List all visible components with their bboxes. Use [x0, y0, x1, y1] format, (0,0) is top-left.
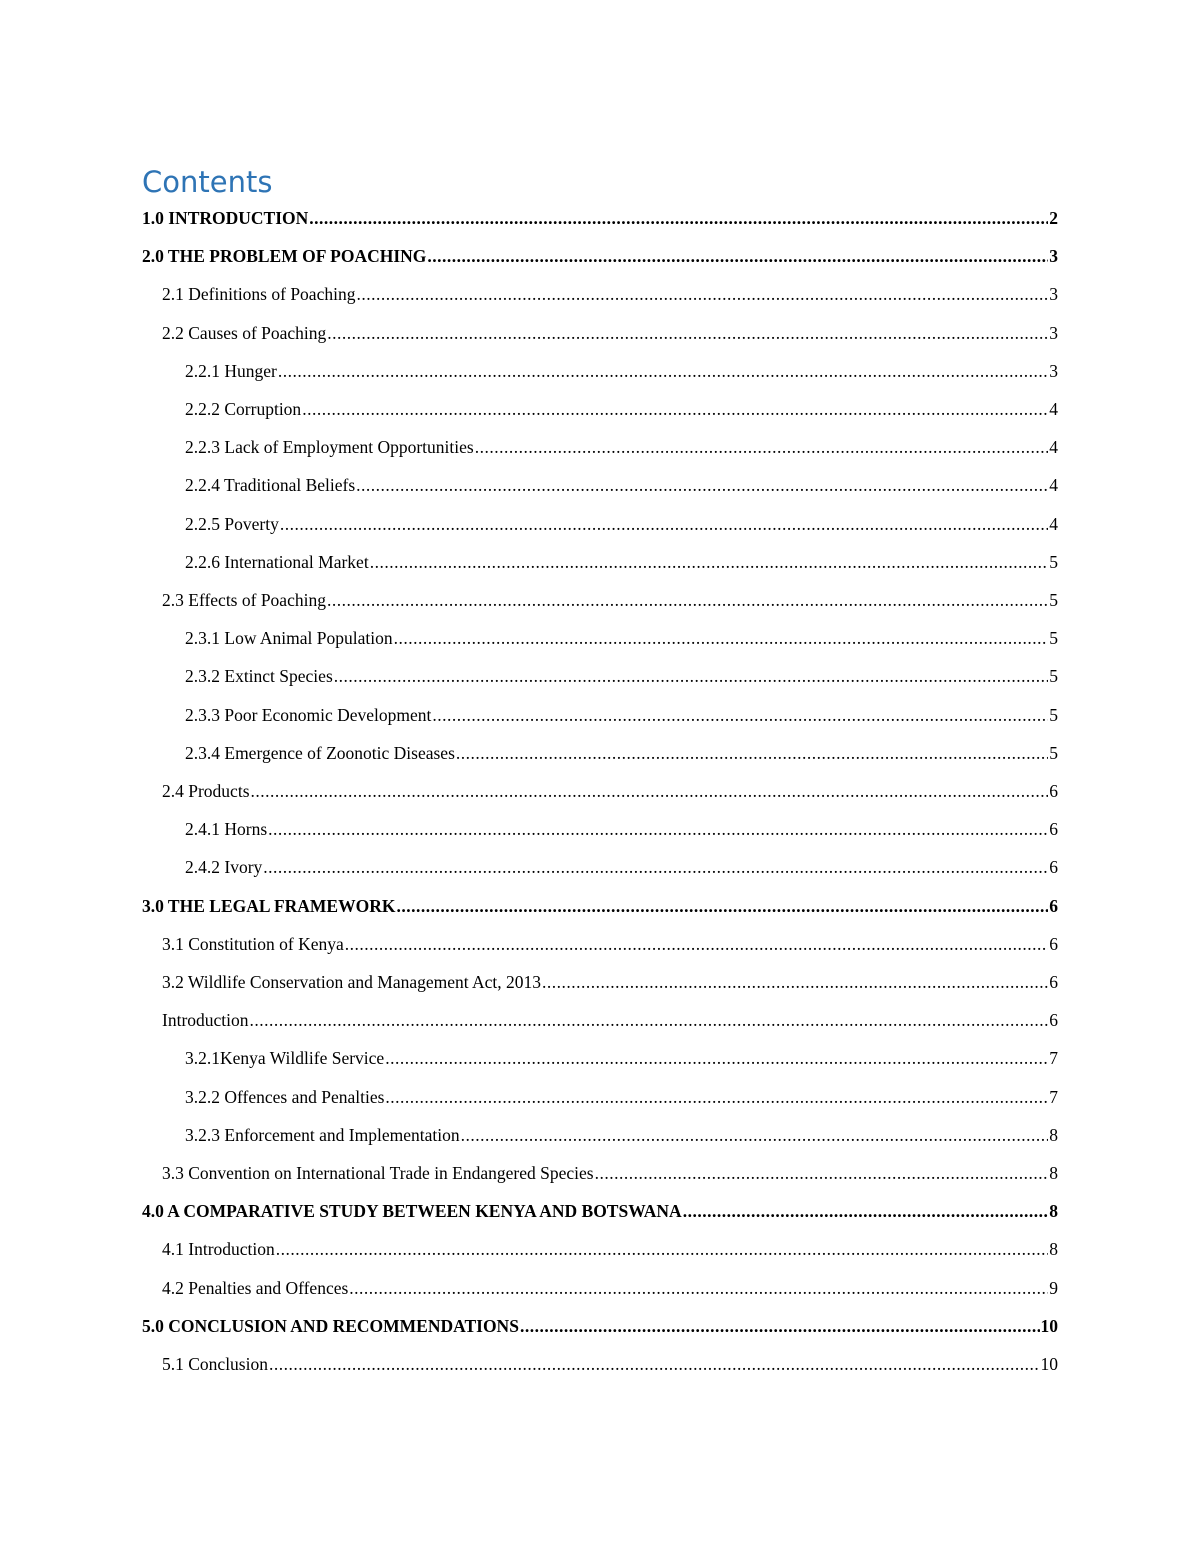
toc-entry-title: 2.4.1 Horns: [185, 819, 268, 840]
dot-leader: [456, 741, 1048, 765]
toc-page-number: 5: [1049, 666, 1058, 687]
toc-entry-title: 2.2.4 Traditional Beliefs: [185, 475, 356, 496]
toc-entry[interactable]: [185, 741, 1058, 765]
toc-entry[interactable]: [162, 1276, 1058, 1300]
dot-leader: [302, 397, 1048, 421]
toc-entry-title: 2.1 Definitions of Poaching: [162, 284, 356, 305]
toc-entry[interactable]: [162, 1008, 1058, 1032]
toc-page-number: 5: [1049, 704, 1058, 725]
toc-entry[interactable]: [185, 703, 1058, 727]
dot-leader: [542, 970, 1048, 994]
toc-entry-title: 2.2.5 Poverty: [185, 513, 279, 534]
toc-page-number: 8: [1049, 1201, 1058, 1222]
toc-entry-title: 3.1 Constitution of Kenya: [162, 933, 344, 954]
toc-entry-title: 3.0 THE LEGAL FRAMEWORK: [142, 895, 396, 916]
toc-entry-title: 2.2.2 Corruption: [185, 399, 302, 419]
dot-leader: [327, 321, 1048, 345]
toc-entry-title: 2.4.2 Ivory: [185, 857, 263, 878]
dot-leader: [683, 1199, 1049, 1223]
dot-leader: [327, 588, 1048, 612]
toc-page-number: 9: [1049, 1277, 1058, 1298]
toc-page-number: 10: [1040, 1315, 1058, 1336]
toc-page-number: 4: [1049, 437, 1058, 458]
dot-leader: [278, 359, 1048, 383]
toc-page-number: 5: [1049, 551, 1058, 572]
dot-leader: [356, 282, 1048, 306]
toc-entry[interactable]: [185, 626, 1058, 650]
dot-leader: [396, 894, 1048, 918]
dot-leader: [345, 932, 1048, 956]
toc-entry-title: 2.2.6 International Market: [185, 551, 369, 572]
toc-entry[interactable]: [185, 664, 1058, 688]
toc-entry-title: 5.0 CONCLUSION AND RECOMMENDATIONS: [142, 1315, 519, 1336]
dot-leader: [263, 855, 1048, 879]
toc-entry[interactable]: [185, 817, 1058, 841]
toc-entry[interactable]: [185, 1046, 1058, 1070]
toc-entry[interactable]: [162, 282, 1058, 306]
toc-entry-title: 2.2.1 Hunger: [185, 360, 277, 381]
toc-page-number: 6: [1049, 781, 1058, 801]
toc-entry[interactable]: [185, 435, 1058, 459]
toc-entry[interactable]: [162, 1237, 1058, 1261]
toc-page-number: 6: [1049, 972, 1058, 992]
dot-leader: [251, 779, 1049, 803]
toc-entry-title: 3.2.1Kenya Wildlife Service: [185, 1048, 385, 1069]
dot-leader: [280, 512, 1048, 536]
toc-entry[interactable]: [142, 894, 1058, 918]
dot-leader: [334, 664, 1048, 688]
toc-entry[interactable]: [162, 321, 1058, 345]
toc-page-number: 3: [1049, 284, 1058, 305]
toc-entry[interactable]: [162, 779, 1058, 803]
toc-entry[interactable]: [185, 1085, 1058, 1109]
toc-heading: Contents: [142, 165, 273, 199]
toc-page-number: 3: [1049, 360, 1058, 381]
toc-page-number: 4: [1049, 475, 1058, 496]
toc-page-number: 4: [1049, 513, 1058, 534]
toc-entry-title: 4.2 Penalties and Offences: [162, 1277, 349, 1298]
dot-leader: [520, 1314, 1040, 1338]
toc-entry[interactable]: [185, 473, 1058, 497]
toc-entry-title: Introduction: [162, 1010, 249, 1031]
toc-entry[interactable]: [185, 1123, 1058, 1147]
toc-page-number: 8: [1049, 1163, 1058, 1183]
toc-entry-title: 1.0 INTRODUCTION: [142, 208, 309, 228]
toc-entry[interactable]: [162, 1352, 1058, 1376]
toc-entry[interactable]: [185, 397, 1058, 421]
dot-leader: [370, 550, 1049, 574]
toc-entry[interactable]: [162, 1161, 1058, 1185]
toc-page-number: 5: [1049, 628, 1058, 649]
toc-entry[interactable]: [162, 932, 1058, 956]
toc-page-number: 3: [1049, 322, 1058, 343]
toc-page-number: 6: [1049, 819, 1058, 840]
toc-entry[interactable]: [185, 855, 1058, 879]
dot-leader: [250, 1008, 1049, 1032]
toc-entry[interactable]: [185, 550, 1058, 574]
toc-page-number: 6: [1049, 895, 1058, 916]
toc-page-number: 8: [1049, 1124, 1058, 1145]
toc-entry[interactable]: [185, 512, 1058, 536]
toc-entry[interactable]: [142, 1199, 1058, 1223]
toc-entry-title: 2.3.3 Poor Economic Development: [185, 704, 432, 725]
dot-leader: [475, 435, 1049, 459]
toc-entry[interactable]: [185, 359, 1058, 383]
dot-leader: [356, 473, 1048, 497]
dot-leader: [349, 1276, 1048, 1300]
toc-entry-title: 2.3 Effects of Poaching: [162, 590, 326, 610]
toc-entry[interactable]: [162, 970, 1058, 994]
toc-entry-title: 4.0 A COMPARATIVE STUDY BETWEEN KENYA AND BOTSWANA: [142, 1201, 682, 1222]
toc-entry-title: 2.3.1 Low Animal Population: [185, 628, 393, 649]
toc-page-number: 4: [1049, 399, 1058, 419]
toc-page-number: 6: [1049, 933, 1058, 954]
toc-page-number: 8: [1049, 1239, 1058, 1260]
toc-entry-title: 2.0 THE PROBLEM OF POACHING: [142, 246, 427, 267]
dot-leader: [427, 244, 1048, 268]
toc-entry-title: 2.3.2 Extinct Species: [185, 666, 333, 687]
toc-page-number: 7: [1049, 1086, 1058, 1107]
toc-entry-title: 2.2 Causes of Poaching: [162, 322, 327, 343]
toc-page-number: 2: [1049, 208, 1058, 228]
toc-page-number: 10: [1040, 1354, 1058, 1374]
toc-page-number: 3: [1049, 246, 1058, 267]
dot-leader: [268, 817, 1048, 841]
dot-leader: [432, 703, 1048, 727]
toc-entry-title: 4.1 Introduction: [162, 1239, 275, 1260]
dot-leader: [595, 1161, 1049, 1185]
dot-leader: [276, 1237, 1048, 1261]
toc-entry-title: 2.4 Products: [162, 781, 250, 801]
toc-page-number: 6: [1049, 1010, 1058, 1031]
toc-page-number: 7: [1049, 1048, 1058, 1069]
dot-leader: [309, 206, 1048, 230]
toc-page-number: 6: [1049, 857, 1058, 878]
toc-entry[interactable]: [162, 588, 1058, 612]
toc-entry[interactable]: [142, 1314, 1058, 1338]
toc-entry-title: 2.3.4 Emergence of Zoonotic Diseases: [185, 742, 455, 763]
dot-leader: [394, 626, 1049, 650]
toc-page-number: 5: [1049, 742, 1058, 763]
toc-entry-title: 3.3 Convention on International Trade in Endangered Species: [162, 1163, 594, 1183]
dot-leader: [461, 1123, 1049, 1147]
toc-entry[interactable]: [142, 206, 1058, 230]
dot-leader: [385, 1085, 1048, 1109]
toc-entry-title: 2.2.3 Lack of Employment Opportunities: [185, 437, 474, 458]
toc-entry-title: 3.2 Wildlife Conservation and Management Act, 2013: [162, 972, 542, 992]
dot-leader: [269, 1352, 1040, 1376]
toc-entry[interactable]: [142, 244, 1058, 268]
toc-entry-title: 5.1 Conclusion: [162, 1354, 268, 1374]
dot-leader: [385, 1046, 1048, 1070]
toc-entry-title: 3.2.3 Enforcement and Implementation: [185, 1124, 460, 1145]
toc-page-number: 5: [1049, 590, 1058, 610]
toc-entry-title: 3.2.2 Offences and Penalties: [185, 1086, 385, 1107]
